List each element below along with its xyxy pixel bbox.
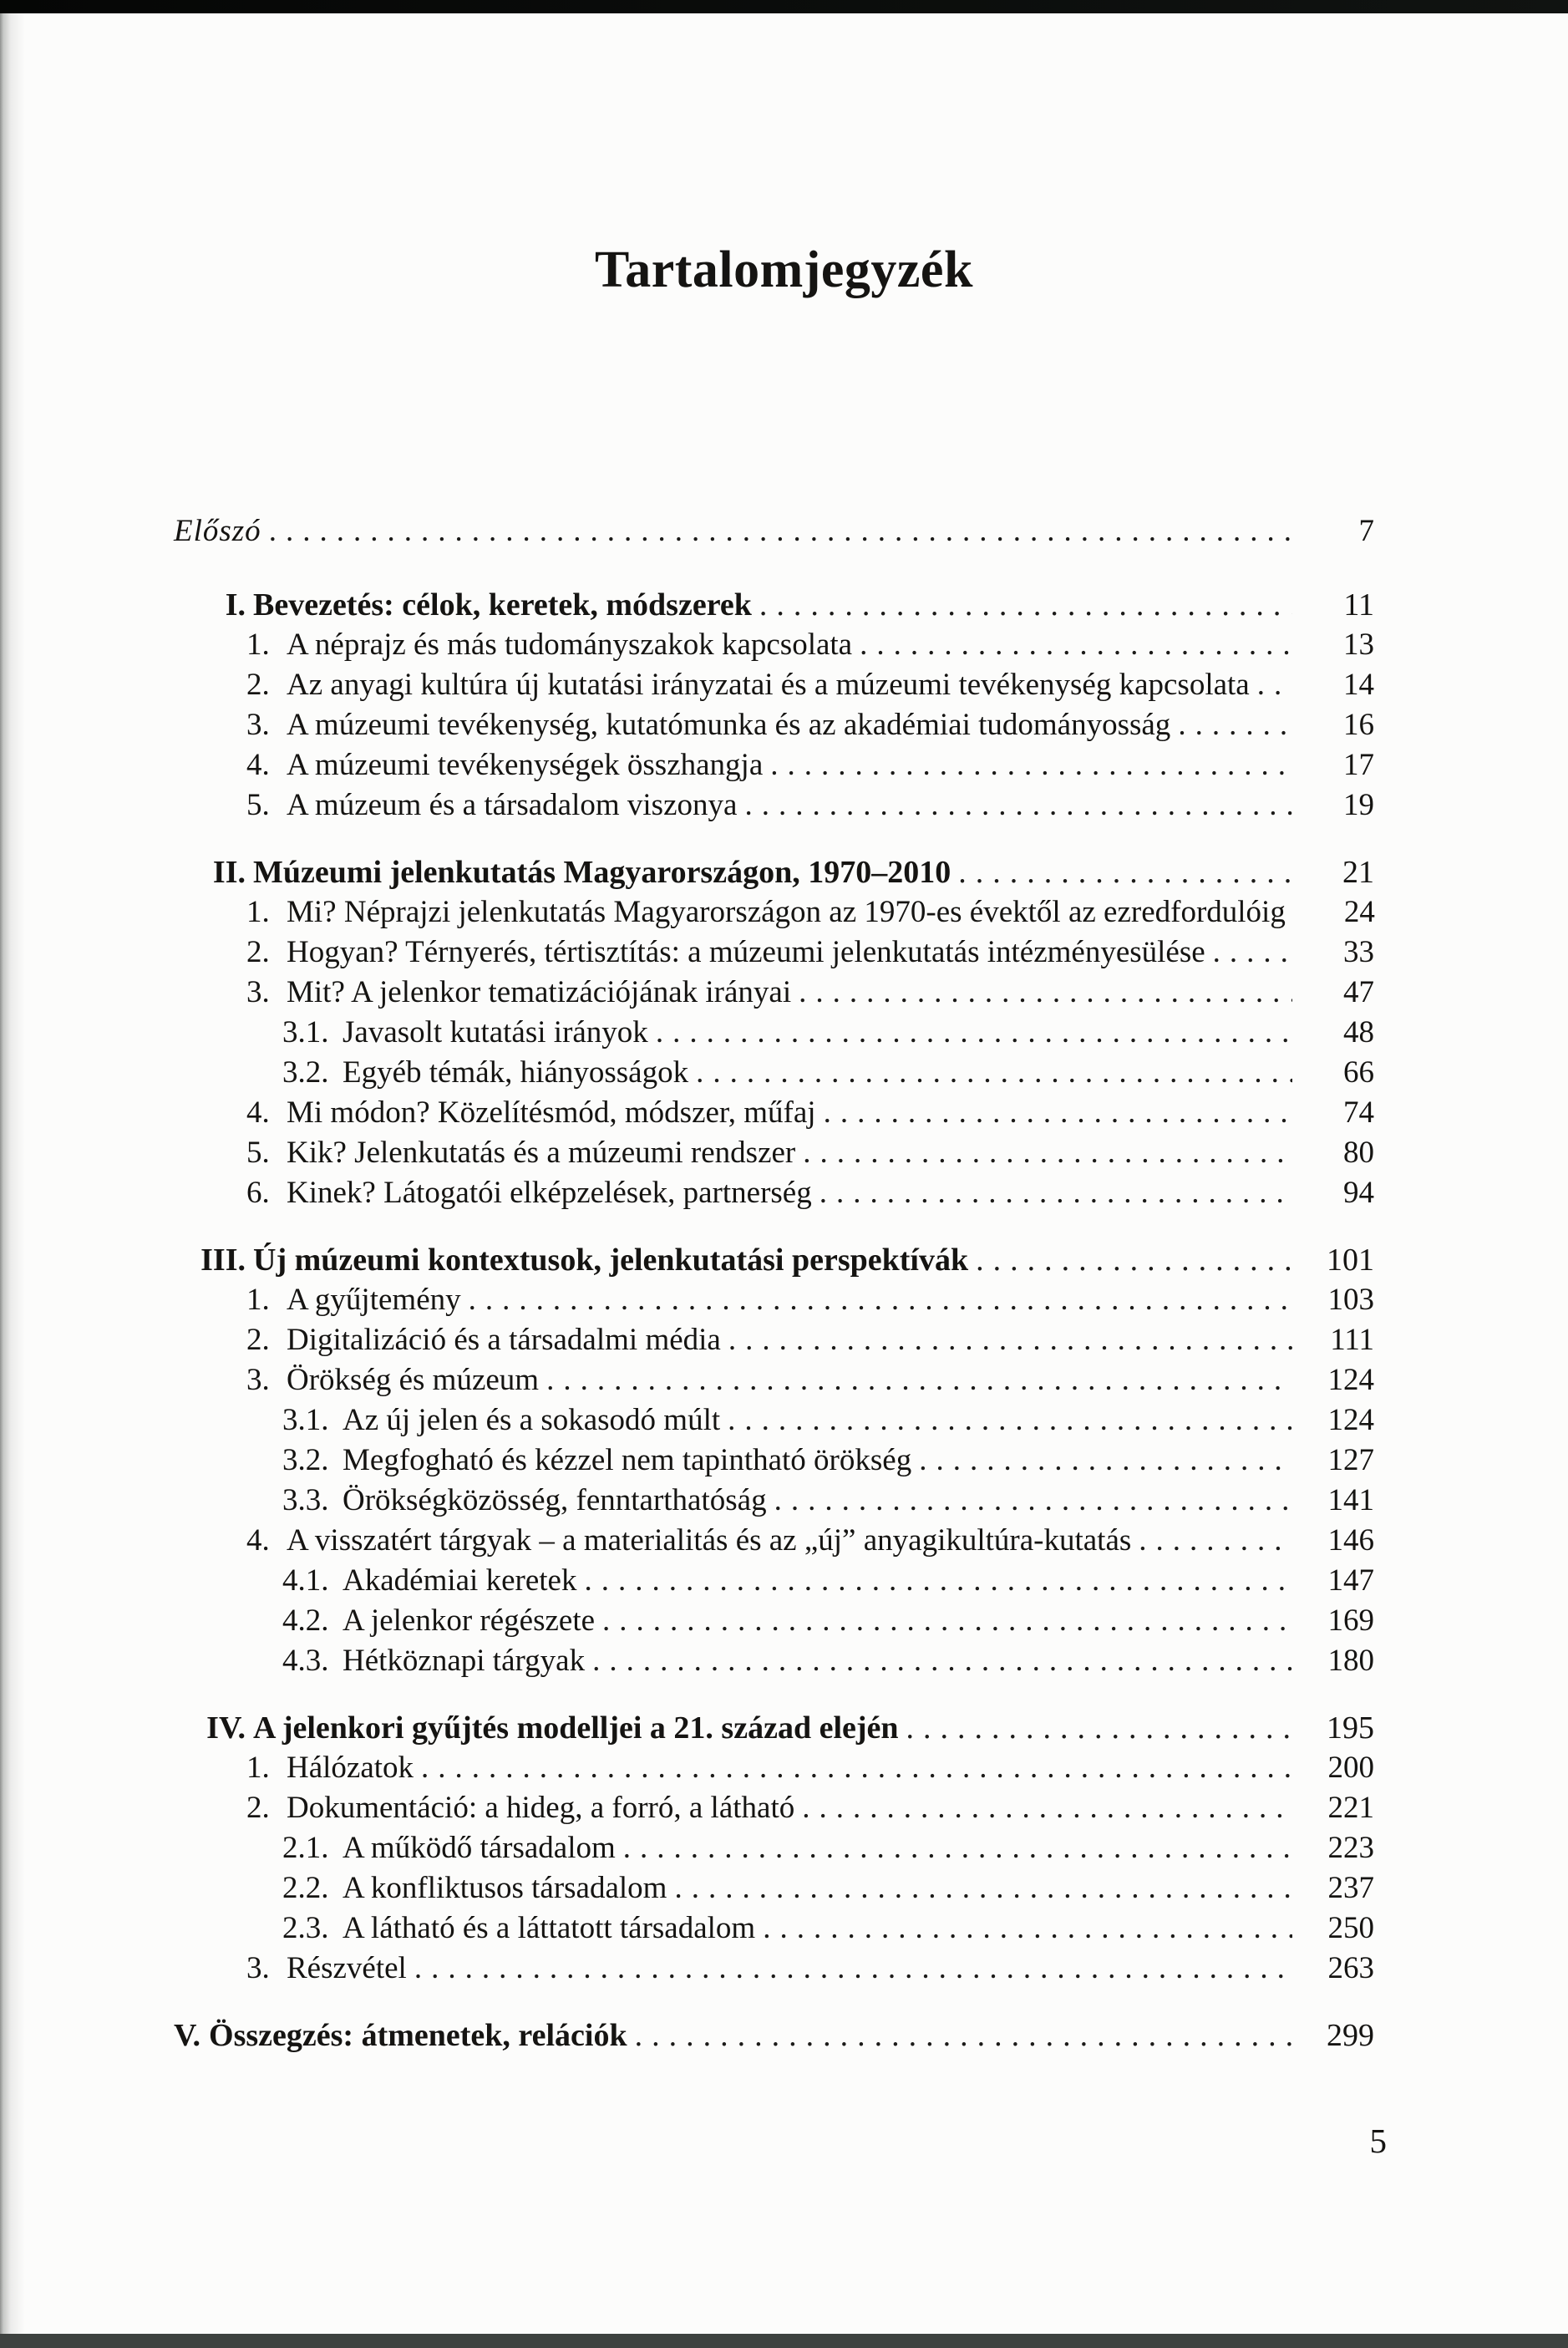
toc-entry-label: A látható és a láttatott társadalom [343, 1911, 756, 1945]
toc-entry-number: 4.3. [282, 1644, 329, 1678]
toc-entry-page: 124 [1327, 1403, 1374, 1437]
toc-entry-number: 3.2. [282, 1055, 329, 1090]
toc-entry-number: 2. [246, 935, 270, 969]
toc-section-heading-row [174, 1240, 1374, 1280]
dot-leader [919, 1441, 1292, 1481]
toc-entry-page: 11 [1343, 587, 1374, 623]
toc-entry-number: 6. [246, 1176, 270, 1210]
dot-leader [623, 1828, 1292, 1868]
toc-row [282, 1908, 1374, 1949]
toc-entry-label: Örökségközösség, fenntarthatóság [343, 1483, 767, 1517]
toc-entry-page: 195 [1327, 1710, 1374, 1746]
toc-entry-page: 146 [1327, 1523, 1374, 1558]
toc-row [246, 1748, 1374, 1788]
toc-entry-number: 3.1. [282, 1015, 329, 1049]
toc-entry-label: A múzeumi tevékenységek összhangja [287, 748, 764, 782]
toc-section [174, 1240, 1374, 1681]
toc-entry-label: Megfogható és kézzel nem tapintható örökség [343, 1443, 912, 1477]
toc-entry-label: Akadémiai keretek [343, 1563, 577, 1598]
toc-entry-page: 124 [1327, 1363, 1374, 1397]
toc-entry-number: 3. [246, 1363, 270, 1397]
toc-row [282, 1601, 1374, 1641]
toc-entry-label: Az anyagi kultúra új kutatási irányzatai és a múzeumi tevékenység kapcsolata [287, 668, 1250, 702]
toc-entry-number: 2. [246, 1323, 270, 1357]
toc-entry-number: 3. [246, 1951, 270, 1985]
toc-entry-label: A jelenkor régészete [343, 1603, 596, 1638]
toc-row [246, 665, 1374, 705]
toc-entry-page: 223 [1327, 1831, 1374, 1865]
toc-entry-page: 13 [1343, 628, 1374, 662]
toc-row [246, 1093, 1374, 1133]
toc-row [282, 1481, 1374, 1521]
toc-row [246, 973, 1374, 1013]
toc-entry-page: 33 [1343, 935, 1374, 969]
toc-entry-page: 147 [1327, 1563, 1374, 1598]
toc-entry-number: 4.1. [282, 1563, 329, 1598]
toc-entry-number: II. [212, 855, 246, 890]
toc-entry-label: Bevezetés: célok, keretek, módszerek [253, 587, 752, 623]
toc-entry-number: 4. [246, 1523, 270, 1558]
toc-row [282, 1013, 1374, 1053]
toc-entry-page: 74 [1343, 1095, 1374, 1130]
page-title: Tartalomjegyzék [595, 241, 973, 298]
toc-entry-number: V. [174, 2018, 201, 2053]
toc-row [282, 1400, 1374, 1441]
toc-entry-label: Dokumentáció: a hideg, a forró, a látható [287, 1791, 795, 1825]
dot-leader [820, 1173, 1292, 1213]
toc-section [174, 585, 1374, 826]
dot-leader [759, 585, 1292, 625]
dot-leader [656, 1013, 1292, 1053]
toc-row [246, 1320, 1374, 1360]
toc-entry-page: 80 [1343, 1136, 1374, 1170]
toc-entry-number: 2. [246, 1791, 270, 1825]
dot-leader [1178, 705, 1292, 745]
toc-entry-label: A néprajz és más tudományszakok kapcsolata [287, 628, 853, 662]
toc-entry-page: 24 [1343, 895, 1375, 929]
toc-row [246, 1133, 1374, 1173]
toc-entry-label: Egyéb témák, hiányosságok [343, 1055, 689, 1090]
dot-leader [860, 625, 1292, 665]
toc-entry-label: Mi módon? Közelítésmód, módszer, műfaj [287, 1095, 816, 1130]
toc-entry-number: 2.3. [282, 1911, 329, 1945]
toc-entry-number: 3.3. [282, 1483, 329, 1517]
dot-leader [774, 1481, 1292, 1521]
dot-leader [1139, 1521, 1292, 1561]
toc-row [246, 745, 1374, 785]
toc-entry-label: A konfliktusos társadalom [343, 1871, 667, 1905]
toc-entry-label: Összegzés: átmenetek, relációk [209, 2018, 627, 2053]
toc-row [246, 1949, 1374, 1989]
toc-entry-label: A múzeumi tevékenység, kutatómunka és az akadémiai tudományosság [287, 708, 1171, 742]
toc-entry-label: A visszatért tárgyak – a materialitás és az „új” anyagikultúra-kutatás [287, 1523, 1132, 1558]
toc-section-heading-row [174, 852, 1374, 892]
dot-leader [744, 785, 1292, 826]
toc-entry-page: 16 [1343, 708, 1374, 742]
toc-entry-page: 94 [1343, 1176, 1374, 1210]
toc-row [246, 892, 1374, 933]
toc-entry-number: 5. [246, 788, 270, 822]
toc-row [246, 1280, 1374, 1320]
toc-entry-number: 1. [246, 1283, 270, 1317]
toc-entry-page: 103 [1327, 1283, 1374, 1317]
toc-entry-label: Új múzeumi kontextusok, jelenkutatási perspektívák [253, 1243, 969, 1278]
dot-leader [763, 1908, 1292, 1949]
toc-entry-label: A működő társadalom [343, 1831, 616, 1865]
toc-entry-label: Előszó [174, 514, 261, 548]
toc-entry-page: 111 [1330, 1323, 1374, 1357]
dot-leader [414, 1949, 1292, 1989]
toc-entry-page: 237 [1327, 1871, 1374, 1905]
toc-entry-page: 250 [1327, 1911, 1374, 1945]
toc-row [282, 1868, 1374, 1908]
toc-row-preface [174, 511, 1374, 551]
toc-entry-label: Az új jelen és a sokasodó múlt [343, 1403, 721, 1437]
dot-leader [602, 1601, 1292, 1641]
toc-entry-page: 48 [1343, 1015, 1374, 1049]
toc-entry-page: 19 [1343, 788, 1374, 822]
toc-entry-label: Hogyan? Térnyerés, tértisztítás: a múzeumi jelenkutatás intézményesülése [287, 935, 1205, 969]
toc-entry-number: 1. [246, 895, 270, 929]
toc-section [174, 2015, 1374, 2056]
toc-row [282, 1828, 1374, 1868]
toc-entry-page: 66 [1343, 1055, 1374, 1090]
toc-section [174, 1708, 1374, 1989]
toc-entry-label: Mi? Néprajzi jelenkutatás Magyarországon az 1970-es évektől az ezredfordulóig [287, 895, 1286, 929]
toc-entry-number: 5. [246, 1136, 270, 1170]
toc-entry-number: 3.1. [282, 1403, 329, 1437]
toc-entry-number: III. [200, 1243, 246, 1278]
toc-row [246, 1360, 1374, 1400]
toc-entry-number: 1. [246, 628, 270, 662]
toc-entry-label: Részvétel [287, 1951, 407, 1985]
toc-entry-number: 4.2. [282, 1603, 329, 1638]
toc-row [246, 625, 1374, 665]
toc-row [246, 1521, 1374, 1561]
toc-sections [174, 585, 1374, 2056]
toc-entry-page: 141 [1327, 1483, 1374, 1517]
toc-row [246, 1173, 1374, 1213]
toc-entry-label: Hétköznapi tárgyak [343, 1644, 586, 1678]
toc-entry-label: A jelenkori gyűjtés modelljei a 21. század elején [253, 1710, 899, 1746]
dot-leader [728, 1400, 1292, 1441]
dot-leader [770, 745, 1292, 785]
toc-entry-number: 2.1. [282, 1831, 329, 1865]
dot-leader [592, 1641, 1292, 1681]
toc-section-heading-row [174, 1708, 1374, 1748]
toc-row [246, 933, 1374, 973]
toc-entry-number: 4. [246, 748, 270, 782]
page-number: 5 [1369, 2122, 1387, 2160]
toc-entry-label: Hálózatok [287, 1751, 414, 1785]
dot-leader [269, 511, 1292, 551]
toc-section-heading-row [174, 585, 1374, 625]
dot-leader [802, 1788, 1292, 1828]
dot-leader [1213, 933, 1292, 973]
toc-row [282, 1441, 1374, 1481]
toc-entry-number: 4. [246, 1095, 270, 1130]
toc-entry-label: Javasolt kutatási irányok [343, 1015, 648, 1049]
toc-row [282, 1053, 1374, 1093]
toc-row [246, 785, 1374, 826]
dot-leader [584, 1561, 1292, 1601]
toc-entry-label: Mit? A jelenkor tematizációjának irányai [287, 975, 792, 1009]
toc-entry-label: Digitalizáció és a társadalmi média [287, 1323, 721, 1357]
toc-entry-label: Múzeumi jelenkutatás Magyarországon, 1970–2010 [253, 855, 951, 890]
toc-entry-label: Kik? Jelenkutatás és a múzeumi rendszer [287, 1136, 796, 1170]
toc-entry-page: 7 [1358, 514, 1374, 548]
dot-leader [824, 1093, 1292, 1133]
toc-entry-page: 200 [1327, 1751, 1374, 1785]
scan-left-edge-shadow [0, 13, 25, 2334]
dot-leader [958, 852, 1292, 892]
toc-entry-page: 299 [1327, 2018, 1374, 2053]
dot-leader [803, 1133, 1292, 1173]
toc-entry-number: 3.2. [282, 1443, 329, 1477]
toc-entry-number: 3. [246, 708, 270, 742]
toc-entry-page: 47 [1343, 975, 1374, 1009]
dot-leader [674, 1868, 1292, 1908]
toc-entry-label: Örökség és múzeum [287, 1363, 540, 1397]
toc-entry-page: 221 [1327, 1791, 1374, 1825]
toc-entry-page: 14 [1343, 668, 1374, 702]
dot-leader [976, 1240, 1292, 1280]
dot-leader [421, 1748, 1292, 1788]
toc-entry-page: 180 [1327, 1644, 1374, 1678]
toc-entry-number: 2.2. [282, 1871, 329, 1905]
dot-leader [728, 1320, 1292, 1360]
scan-bottom-edge [0, 2334, 1568, 2348]
dot-leader [469, 1280, 1292, 1320]
dot-leader [799, 973, 1292, 1013]
dot-leader [906, 1708, 1292, 1748]
toc-row [282, 1641, 1374, 1681]
toc-entry-number: 3. [246, 975, 270, 1009]
toc-entry-page: 263 [1327, 1951, 1374, 1985]
toc-row [246, 1788, 1374, 1828]
toc-section [174, 852, 1374, 1213]
toc-entry-number: 1. [246, 1751, 270, 1785]
dot-leader [635, 2015, 1292, 2056]
toc-entry-label: A gyűjtemény [287, 1283, 461, 1317]
toc-entry-number: I. [225, 587, 246, 623]
toc-entry-page: 127 [1327, 1443, 1374, 1477]
toc-row [282, 1561, 1374, 1601]
dot-leader [696, 1053, 1292, 1093]
dot-leader [546, 1360, 1292, 1400]
toc-entry-label: Kinek? Látogatói elképzelések, partnerség [287, 1176, 812, 1210]
toc-entry-label: A múzeum és a társadalom viszonya [287, 788, 738, 822]
toc-entry-page: 21 [1342, 855, 1374, 890]
scan-top-edge [0, 0, 1568, 13]
toc-entry-page: 169 [1327, 1603, 1374, 1638]
table-of-contents [174, 511, 1374, 2056]
toc-entry-number: 2. [246, 668, 270, 702]
dot-leader [1257, 665, 1292, 705]
toc-entry-number: IV. [206, 1710, 246, 1746]
toc-entry-page: 101 [1327, 1243, 1374, 1278]
toc-section-heading-row [174, 2015, 1374, 2056]
toc-row [246, 705, 1374, 745]
toc-entry-page: 17 [1343, 748, 1374, 782]
